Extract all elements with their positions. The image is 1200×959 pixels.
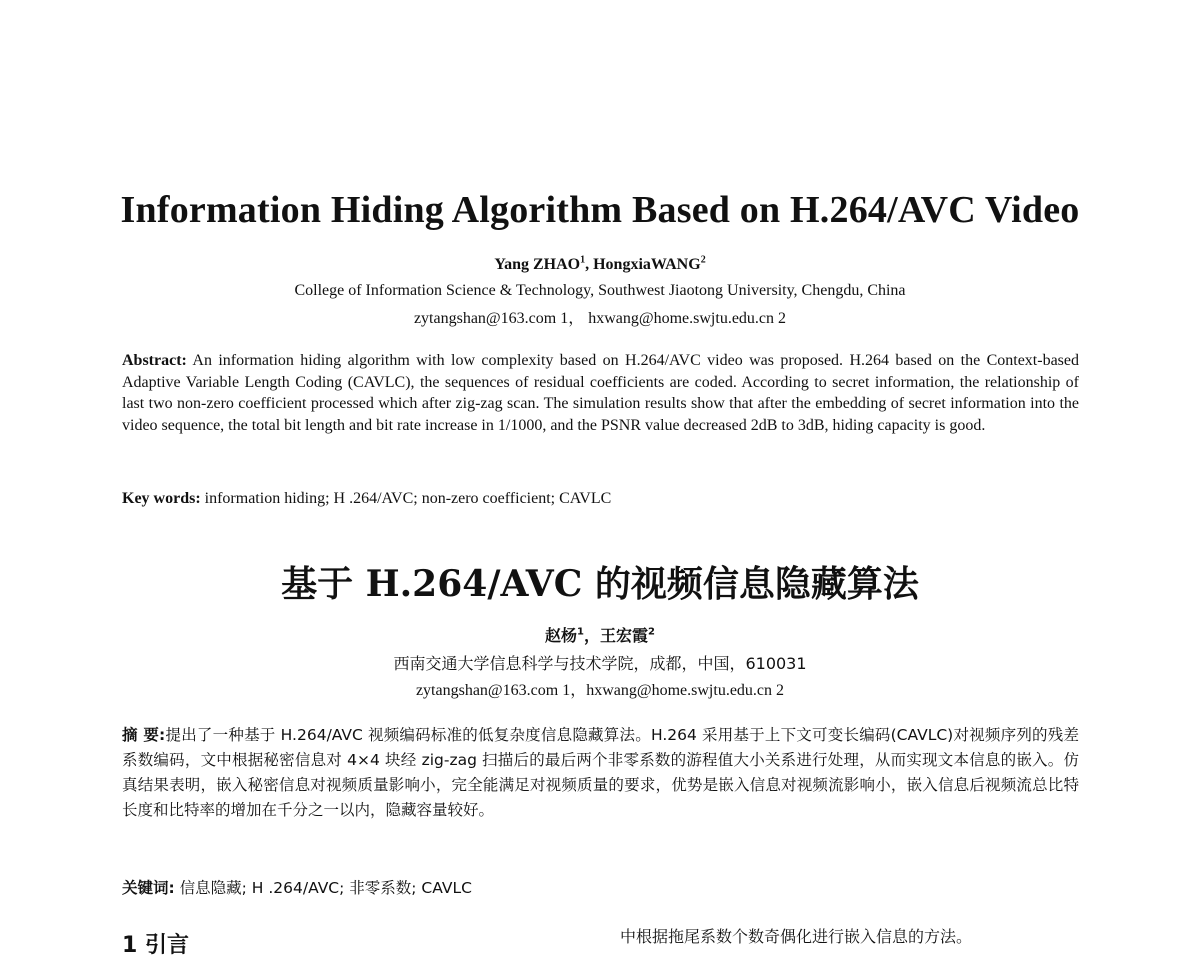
abstract-label: Abstract: xyxy=(122,352,187,369)
chinese-affiliation: 西南交通大学信息科学与技术学院，成都，中国，610031 xyxy=(393,654,807,673)
cn-author-2-affil-mark: 2 xyxy=(648,626,655,638)
english-keywords xyxy=(122,488,1079,510)
english-abstract xyxy=(122,350,1079,436)
author-separator: , xyxy=(585,256,594,273)
cn-abstract-text: 提出了一种基于 H.264/AVC 视频编码标准的低复杂度信息隐藏算法。H.264 采用基于上下文可变长编码(CAVLC)对视频序列的残差系数编码，文中根据秘密信息对 4×4 块经 zig-zag 扫描后的最后两个非零系数的游程值大小关系进行处理，从而实现文本信息的嵌入。仿真结果表明，嵌入秘密信息对视频质量影响小，完全能满足对视频质量的要求，优势是嵌入信息对视频流影响小，嵌入信息后视频流总比特长度和比特率的增加在千分之一以内，隐藏容量较好。 xyxy=(122,726,1079,819)
chinese-emails: zytangshan@163.com 1，hxwang@home.swjtu.edu.cn 2 xyxy=(415,682,785,699)
abstract-text: An information hiding algorithm with low complexity based on H.264/AVC video was proposed. H.264 based on the Context-based Adaptive Variable Length Coding (CAVLC), the sequences of residual coefficients are coded. According to secret information, the relationship of last two non-zero coefficient processed which after zig-zag scan. The simulation results show that after the embedding of secret information into the video sequence, the total bit length and bit rate increase in 1/1000, and the PSNR value decreased 2dB to 3dB, hiding capacity is good. xyxy=(122,352,1079,434)
english-title: Information Hiding Algorithm Based on H.264/AVC Video xyxy=(120,189,1080,231)
chinese-authors xyxy=(0,623,1200,646)
keywords-text: information hiding; H .264/AVC; non-zero coefficient; CAVLC xyxy=(200,490,612,507)
chinese-title: 基于 H.264/AVC 的视频信息隐藏算法 xyxy=(281,563,919,605)
chinese-keywords xyxy=(122,878,1079,900)
section-1-heading: 1 引言 xyxy=(122,933,189,958)
english-affiliation: College of Information Science & Technology, Southwest Jiaotong University, Chengdu, China xyxy=(294,282,906,299)
cn-author-1-affil-mark: 1 xyxy=(577,626,584,638)
chinese-abstract xyxy=(122,723,1079,823)
cn-keywords-text: 信息隐藏; H .264/AVC; 非零系数; CAVLC xyxy=(174,879,472,897)
cn-keywords-label: 关键词: xyxy=(122,879,175,897)
english-authors xyxy=(0,256,1200,274)
english-emails: zytangshan@163.com 1， hxwang@home.swjtu.edu.cn 2 xyxy=(413,310,787,327)
cn-author-separator: ， xyxy=(583,626,600,645)
author-1-affil-mark: 1 xyxy=(580,254,586,266)
author-2-affil-mark: 2 xyxy=(700,254,706,266)
cn-author-2-name: 王宏霞 xyxy=(600,626,649,645)
cn-abstract-label: 摘 要: xyxy=(122,726,166,744)
author-1-name: Yang ZHAO xyxy=(494,256,581,273)
right-column-body-line: 中根据拖尾系数个数奇偶化进行嵌入信息的方法。 xyxy=(620,927,973,946)
cn-author-1-name: 赵杨 xyxy=(545,626,578,645)
keywords-label: Key words: xyxy=(122,490,201,507)
author-2-name: HongxiaWANG xyxy=(593,256,701,273)
